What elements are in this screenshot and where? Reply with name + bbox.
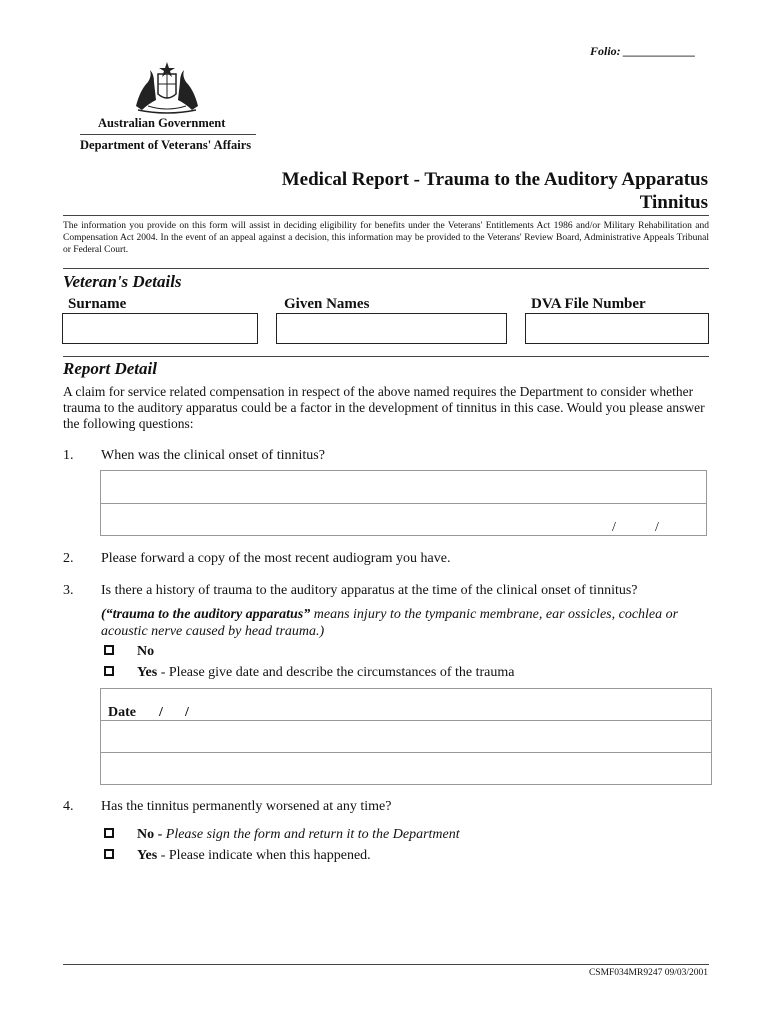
given-names-input[interactable] <box>276 313 507 344</box>
trauma-date-separator-2: / <box>185 705 189 720</box>
q3-no-text: No <box>137 644 155 659</box>
footer-rule <box>63 964 709 965</box>
question-3-note-term: (“trauma to the auditory apparatus” <box>101 607 311 622</box>
question-2-number: 2. <box>63 551 74 566</box>
q4-yes-text: Yes <box>137 848 158 863</box>
form-code: CSMF034MR9247 09/03/2001 <box>588 968 708 978</box>
question-3-text: Is there a history of trauma to the auditory apparatus at the time of the clinical onset of tinnitus? <box>101 583 638 598</box>
veteran-details-heading: Veteran's Details <box>63 272 182 291</box>
q4-yes-label <box>137 848 371 864</box>
intro-text: The information you provide on this form will assist in deciding eligibility for benefits under the Veterans' Entitlements Act 1986 and/or Military Rehabilitation and Compensation Act 2004. In the event of an appeal against a decision, this information may be provided to the Veterans' Review Board, Administrative Appeals Tribunal or Federal Court. <box>63 221 709 255</box>
question-3-note <box>101 606 711 640</box>
government-name: Australian Government <box>98 116 226 130</box>
question-4-text: Has the tinnitus permanently worsened at any time? <box>101 799 392 814</box>
intro-rule <box>63 268 709 269</box>
q4-no-text: No - <box>137 827 163 842</box>
trauma-date-separator-1: / <box>159 705 163 720</box>
department-name: Department of Veterans' Affairs <box>80 138 252 152</box>
question-3-note-definition: means injury to the tympanic membrane, ear ossicles, cochlea or acoustic nerve caused by head trauma.) <box>101 607 679 639</box>
onset-date-separator-2: / <box>655 520 659 535</box>
question-2-text: Please forward a copy of the most recent audiogram you have. <box>101 551 451 566</box>
folio-field: Folio: ____________ <box>590 44 696 58</box>
q4-no-label <box>137 827 460 843</box>
trauma-description-line-1[interactable] <box>100 720 712 753</box>
trauma-description-line-2[interactable] <box>100 752 712 785</box>
q4-no-checkbox[interactable] <box>104 828 114 838</box>
question-3-number: 3. <box>63 583 74 598</box>
details-rule <box>63 356 709 357</box>
form-title-line1: Medical Report - Trauma to the Auditory Apparatus <box>281 169 708 190</box>
given-names-label: Given Names <box>284 296 370 312</box>
report-paragraph: A claim for service related compensation in respect of the above named requires the Department to consider whether trauma to the auditory apparatus could be a factor in the development of tinnitus in this case. Would you please answer the following questions: <box>63 384 705 431</box>
onset-date-separator-1: / <box>612 520 616 535</box>
q3-yes-text: Yes <box>137 665 158 680</box>
trauma-date-input[interactable] <box>100 688 712 721</box>
q4-yes-checkbox[interactable] <box>104 849 114 859</box>
q3-no-label <box>137 644 154 660</box>
dva-file-number-input[interactable] <box>525 313 709 344</box>
question-1-text: When was the clinical onset of tinnitus? <box>101 448 325 463</box>
dva-file-number-label: DVA File Number <box>531 296 646 312</box>
question-1-number: 1. <box>63 448 74 463</box>
q4-no-instruction: Please sign the form and return it to the Department <box>162 827 460 842</box>
q3-yes-instruction: - Please give date and describe the circumstances of the trauma <box>157 665 515 680</box>
form-title <box>282 168 708 214</box>
surname-input[interactable] <box>62 313 258 344</box>
report-detail-heading: Report Detail <box>63 359 157 378</box>
surname-label: Surname <box>68 296 127 312</box>
title-rule <box>63 215 709 216</box>
onset-input-line-1[interactable] <box>100 470 707 504</box>
trauma-date-label: Date <box>108 705 136 720</box>
form-title-line2: Tinnitus <box>639 192 708 213</box>
q3-yes-checkbox[interactable] <box>104 666 114 676</box>
coat-of-arms-logo <box>128 60 206 116</box>
q4-yes-instruction: - Please indicate when this happened. <box>157 848 371 863</box>
header-divider <box>80 134 256 135</box>
q3-yes-label <box>137 665 514 681</box>
q3-no-checkbox[interactable] <box>104 645 114 655</box>
question-4-number: 4. <box>63 799 74 814</box>
